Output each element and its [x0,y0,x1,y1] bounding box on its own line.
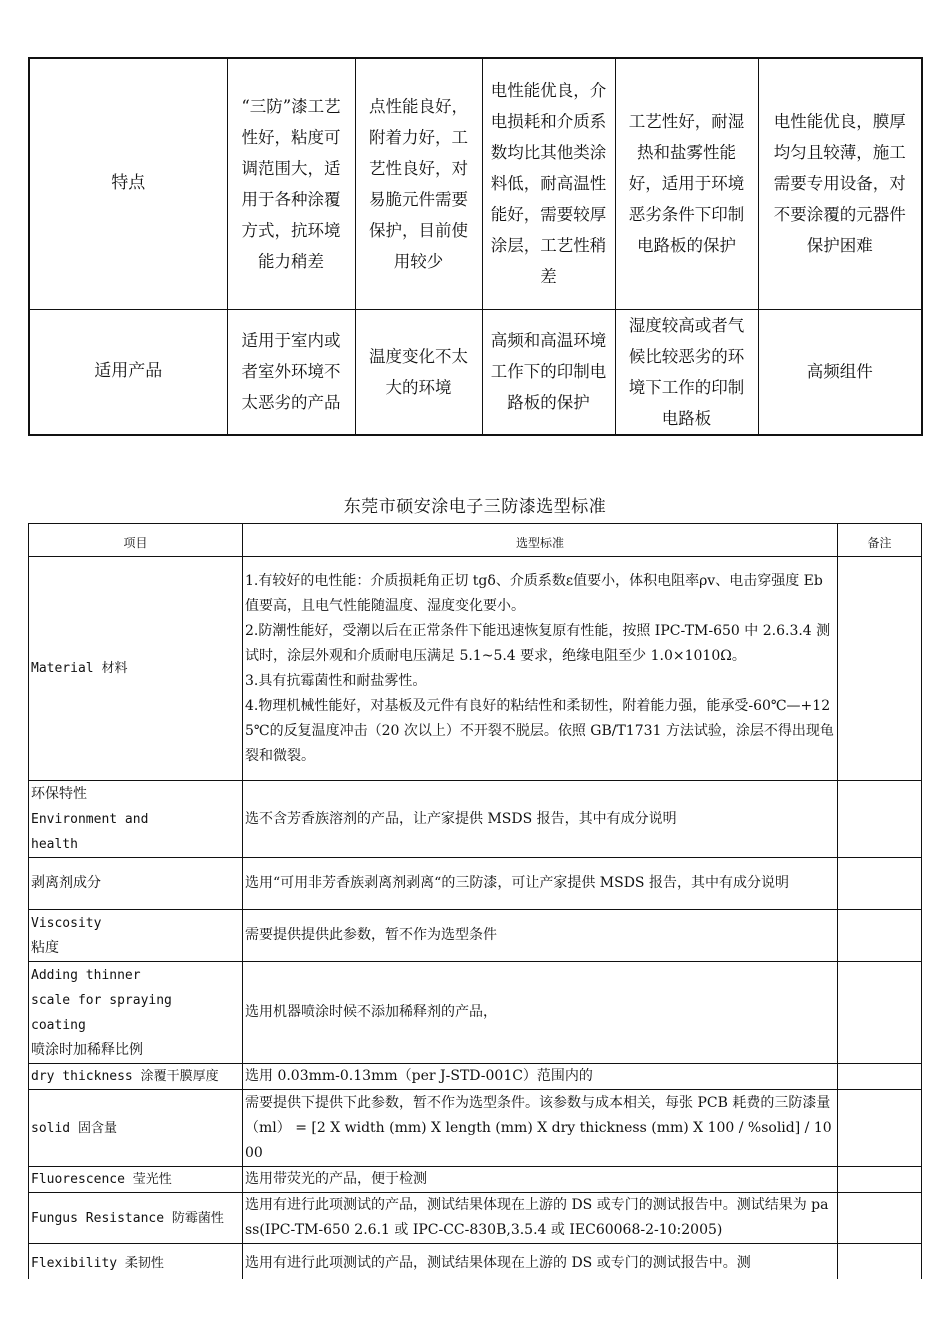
note-cell [838,1193,922,1244]
column-header-item: 项目 [29,524,243,557]
criteria-text: 2.防潮性能好，受潮以后在正常条件下能迅速恢复原有性能，按照 IPC-TM-650 中 2.6.3.4 测试时，涂层外观和介质耐电压满足 5.1~5.4 要求，绝缘电阻至少 1.0×1010Ω。 [245,622,831,664]
item-cell [29,1193,243,1244]
criteria-text: 需要提供下提供下此参数，暂不作为选型条件。该参数与成本相关，每张 PCB 耗费的三防漆量（ml） = [2 X width (mm) X length (mm) X dry thickness (mm) X 100 / %solid] / 1000 [245,1094,832,1161]
criteria-text: 选用 0.03mm-0.13mm（per J-STD-001C）范围内的 [245,1068,593,1084]
document-title: 东莞市硕安涂电子三防漆选型标准 [343,497,607,517]
criteria-text: 1.有较好的电性能：介质损耗角正切 tgδ、介质系数ε值要小，体积电阻率ρv、电击穿强度 Eb 值要高，且电气性能随温度、湿度变化要小。 [245,572,823,614]
criteria-cell [243,910,838,962]
note-cell [838,858,922,910]
item-text: Fluorescence 莹光性 [31,1172,172,1187]
table-row [29,1244,922,1284]
item-text: solid 固含量 [31,1120,117,1136]
column-header-criteria: 选型标准 [243,524,838,557]
criteria-text: 需要提供提供此参数，暂不作为选型条件 [245,927,497,943]
column-header-note: 备注 [838,524,922,557]
selection-standard-table [28,523,922,1284]
item-text: Adding thinner [31,967,141,983]
criteria-cell [243,858,838,910]
row-label: 适用产品 [29,309,227,435]
table-cell: 点性能良好，附着力好，工艺性良好，对易脆元件需要保护，目前使用较少 [355,58,482,309]
criteria-text: 3.具有抗霉菌性和耐盐雾性。 [245,672,427,689]
note-cell [838,781,922,858]
table-cell: 高频组件 [758,309,922,435]
note-cell [838,910,922,962]
criteria-text: 选用有进行此项测试的产品，测试结果体现在上游的 DS 或专门的测试报告中。测试结果为 pass(IPC-TM-650 2.6.1 或 IPC-CC-830B,3.5.4 或 IEC60068-2-10:2005) [245,1197,829,1238]
item-text: dry thickness 涂覆干膜厚度 [31,1069,219,1084]
table-cell: 适用于室内或者室外环境不太恶劣的产品 [227,309,355,435]
item-cell [29,1090,243,1167]
item-cell [29,557,243,781]
table-cell: 电性能优良，介电损耗和介质系数均比其他类涂料低，耐高温性能好，需要较厚涂层，工艺性稍差 [482,58,615,309]
item-text: Environment and [31,811,149,827]
table-row [29,557,922,781]
criteria-cell [243,1064,838,1090]
table-row [29,1193,922,1244]
criteria-cell [243,1167,838,1193]
criteria-cell [243,1090,838,1167]
table-row [29,1090,922,1167]
item-text: scale for spraying [31,992,172,1008]
table-row [29,858,922,910]
table-cell: “三防”漆工艺性好，粘度可调范围大，适用于各种涂覆方式，抗环境能力稍差 [227,58,355,309]
table-cell: 电性能优良，膜厚均匀且较薄，施工需要专用设备，对不要涂覆的元器件保护困难 [758,58,922,309]
item-text: health [31,836,78,852]
coating-comparison-table [28,57,923,436]
item-cell [29,781,243,858]
item-cell [29,1167,243,1193]
row-label: 特点 [29,58,227,309]
item-cell [29,1244,243,1284]
note-cell [838,962,922,1064]
page-bottom-margin [0,1279,950,1344]
criteria-cell [243,1193,838,1244]
table-row [29,1167,922,1193]
header-row [29,524,922,557]
criteria-cell [243,1244,838,1284]
note-cell [838,557,922,781]
note-cell [838,1090,922,1167]
item-text: 剥离剂成分 [31,875,101,891]
table-row [29,781,922,858]
item-text: Fungus Resistance 防霉菌性 [31,1210,224,1226]
features-row [29,58,922,309]
table-cell: 湿度较高或者气候比较恶劣的环境下工作的印制电路板 [615,309,758,435]
criteria-text: 选用机器喷涂时候不添加稀释剂的产品， [245,1004,497,1020]
note-cell [838,1244,922,1284]
table-row [29,1064,922,1090]
criteria-cell [243,781,838,858]
criteria-text: 选不含芳香族溶剂的产品，让产家提供 MSDS 报告，其中有成分说明 [245,810,677,827]
criteria-text: 选用“可用非芳香族剥离剂剥离“的三防漆，可让产家提供 MSDS 报告，其中有成分说明 [245,875,789,891]
note-cell [838,1064,922,1090]
item-text: Material 材料 [31,661,128,676]
criteria-text: 选用带荧光的产品，便于检测 [245,1171,427,1187]
item-cell [29,910,243,962]
selection-table-body [29,524,922,1284]
item-text: Viscosity [31,915,102,931]
item-text: coating [31,1017,86,1033]
item-cell [29,1064,243,1090]
item-text: Flexibility 柔韧性 [31,1256,164,1271]
item-text: 粘度 [31,939,59,956]
note-cell [838,1167,922,1193]
table-row [29,910,922,962]
item-text: 环保特性 [31,785,87,802]
criteria-text: 4.物理机械性能好，对基板及元件有良好的粘结性和柔韧性，附着能力强，能承受-60℃—+125℃的反复温度冲击（20 次以上）不开裂不脱层。依照 GB/T1731 方法试验，涂层不得出现龟裂和微裂。 [245,697,834,764]
table-cell: 高频和高温环境工作下的印制电路板的保护 [482,309,615,435]
item-cell [29,858,243,910]
table-row [29,962,922,1064]
criteria-cell [243,962,838,1064]
item-cell [29,962,243,1064]
table-cell: 工艺性好，耐湿热和盐雾性能好，适用于环境恶劣条件下印制电路板的保护 [615,58,758,309]
applicable-products-row [29,309,922,435]
table-cell: 温度变化不太大的环境 [355,309,482,435]
criteria-text: 选用有进行此项测试的产品，测试结果体现在上游的 DS 或专门的测试报告中。测 [245,1255,751,1271]
item-text: 喷涂时加稀释比例 [31,1041,143,1058]
criteria-cell [243,557,838,781]
